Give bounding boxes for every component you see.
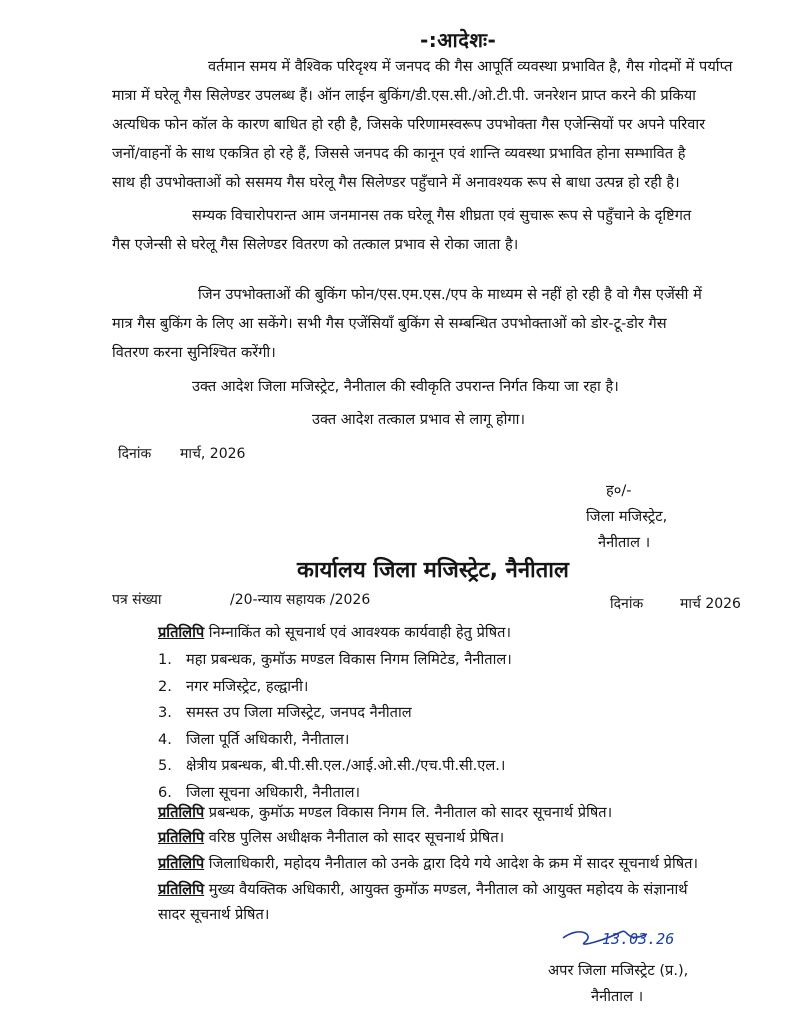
list-item <box>158 672 512 699</box>
paragraph-line: अत्यधिक फोन कॉल के कारण बाधित हो रही है, जिसके परिणामस्वरूप उपभोक्ता गैस एजेन्सियों पर अपने परिवार <box>112 116 706 133</box>
order-paragraph-4: उक्त आदेश जिला मजिस्ट्रेट, नैनीताल की स्वीकृति उपरान्त निर्गत किया जा रहा है। <box>192 378 619 395</box>
paragraph-line: जिन उपभोक्ताओं की बुकिंग फोन/एस.एम.एस./एप के माध्यम से नहीं हो रही है वो गैस एजेंसी में <box>198 286 702 303</box>
list-item-number: 5. <box>158 757 172 774</box>
copy-text-continued: सादर सूचनार्थ प्रेषित। <box>158 906 270 923</box>
list-item-text: क्षेत्रीय प्रबन्धक, बी.पी.सी.एल./आई.ओ.सी./एच.पी.सी.एल.। <box>186 757 506 774</box>
order-title: -:आदेशः- <box>420 28 497 52</box>
order-paragraph-3 <box>112 280 702 367</box>
office-heading: कार्यालय जिला मजिस्ट्रेट, नैनीताल <box>297 558 569 583</box>
order-date-value: मार्च, 2026 <box>180 446 246 462</box>
list-item-number: 2. <box>158 677 172 695</box>
list-item <box>158 725 512 752</box>
list-item-number: 4. <box>158 730 172 748</box>
copy-label: प्रतिलिपि <box>158 855 205 872</box>
dm-sign-line-2: जिला मजिस्ट्रेट, <box>586 508 668 525</box>
paragraph-line: वितरण करना सुनिश्चित करेंगी। <box>112 344 276 361</box>
order-paragraph-5: उक्त आदेश तत्काल प्रभाव से लागू होगा। <box>312 411 525 428</box>
list-item-text: जिला पूर्ति अधिकारी, नैनीताल। <box>186 730 350 748</box>
distribution-intro-text: निम्नाकिंत को सूचनार्थ एवं आवश्यक कार्यवाही हेतु प्रेषित। <box>208 624 511 641</box>
copy-text: जिलाधिकारी, महोदय नैनीताल को उनके द्वारा दिये गये आदेश के क्रम में सादर सूचनार्थ प्रेषित। <box>208 855 699 872</box>
copy-label: प्रतिलिपि <box>158 624 205 641</box>
office-date-value: मार्च 2026 <box>680 596 741 612</box>
distribution-list <box>158 645 512 804</box>
list-item-text: नगर मजिस्ट्रेट, हल्द्वानी। <box>186 677 309 695</box>
paragraph-line: मात्र गैस बुकिंग के लिए आ सकेंगे। सभी गैस एजेंसियाँ बुकिंग से सम्बन्धित उपभोक्ताओं को डोर-टू-डोर गैस <box>112 315 667 332</box>
office-date-label: दिनांक <box>610 596 644 612</box>
paragraph-line: मात्रा में घरेलू गैस सिलेण्डर उपलब्ध हैं। ऑन लाईन बुकिंग/डी.एस.सी./ओ.टी.पी. जनरेशन प्राप्त करने की प्रकिया <box>112 87 696 104</box>
list-item-number: 3. <box>158 704 172 721</box>
signature-date: 13.03.26 <box>602 930 675 948</box>
letter-number-value: /20-न्याय सहायक /2026 <box>230 592 371 608</box>
order-paragraph-2 <box>112 201 691 259</box>
paragraph-line: वर्तमान समय में वैश्विक परिदृश्य में जनपद की गैस आपूर्ति व्यवस्था प्रभावित है, गैस गोदमों में पर्याप्त <box>208 58 733 75</box>
paragraph-line: गैस एजेन्सी से घरेलू गैस सिलेण्डर वितरण को तत्काल प्रभाव से रोका जाता है। <box>112 236 519 253</box>
paragraph-line: जनों/वाहनों के साथ एकत्रित हो रहे हैं, जिससे जनपद की कानून एवं शान्ति व्यवस्था प्रभावित होना सम्भावित है <box>112 145 686 162</box>
list-item-number: 1. <box>158 651 172 668</box>
copy-text: वरिष्ठ पुलिस अधीक्षक नैनीताल को सादर सूचनार्थ प्रेषित। <box>208 829 505 846</box>
list-item-text: महा प्रबन्धक, कुमॉऊ मण्डल विकास निगम लिमिटेड, नैनीताल। <box>186 651 512 668</box>
order-date-label: दिनांक <box>118 446 152 462</box>
copy-text: प्रबन्धक, कुमॉऊ मण्डल विकास निगम लि. नैनीताल को सादर सूचनार्थ प्रेषित। <box>208 804 613 821</box>
list-item-number: 6. <box>158 783 172 801</box>
copy-label: प्रतिलिपि <box>158 881 205 898</box>
list-item <box>158 698 512 725</box>
list-item-text: जिला सूचना अधिकारी, नैनीताल। <box>186 783 360 801</box>
adm-sign-line-2: नैनीताल । <box>591 988 644 1005</box>
letter-number-label: पत्र संख्या <box>112 592 162 608</box>
order-paragraph-1 <box>112 52 732 197</box>
copy-entry <box>158 823 504 852</box>
copy-text: मुख्य वैयक्तिक अधिकारी, आयुक्त कुमॉऊ मण्डल, नैनीताल को आयुक्त महोदय के संज्ञानार्थ <box>208 881 688 898</box>
adm-sign-line-1: अपर जिला मजिस्ट्रेट (प्र.), <box>548 962 689 979</box>
dm-sign-line-1: ह०/- <box>606 482 632 499</box>
dm-sign-line-3: नैनीताल । <box>598 534 651 551</box>
list-item-text: समस्त उप जिला मजिस्ट्रेट, जनपद नैनीताल <box>186 704 412 721</box>
copy-label: प्रतिलिपि <box>158 804 205 821</box>
distribution-intro <box>158 618 511 647</box>
paragraph-line: साथ ही उपभोक्ताओं को ससमय गैस घरेलू गैस सिलेण्डर पहुँचाने में अनावश्यक रूप से बाधा उत्पन्न हो रही है। <box>112 174 680 191</box>
copy-label: प्रतिलिपि <box>158 829 205 846</box>
list-item <box>158 751 512 778</box>
list-item <box>158 645 512 672</box>
copy-entry <box>158 849 698 878</box>
paragraph-line: सम्यक विचारोपरान्त आम जनमानस तक घरेलू गैस शीघ्रता एवं सुचारू रूप से पहुँचाने के दृष्टिगत <box>192 207 692 224</box>
